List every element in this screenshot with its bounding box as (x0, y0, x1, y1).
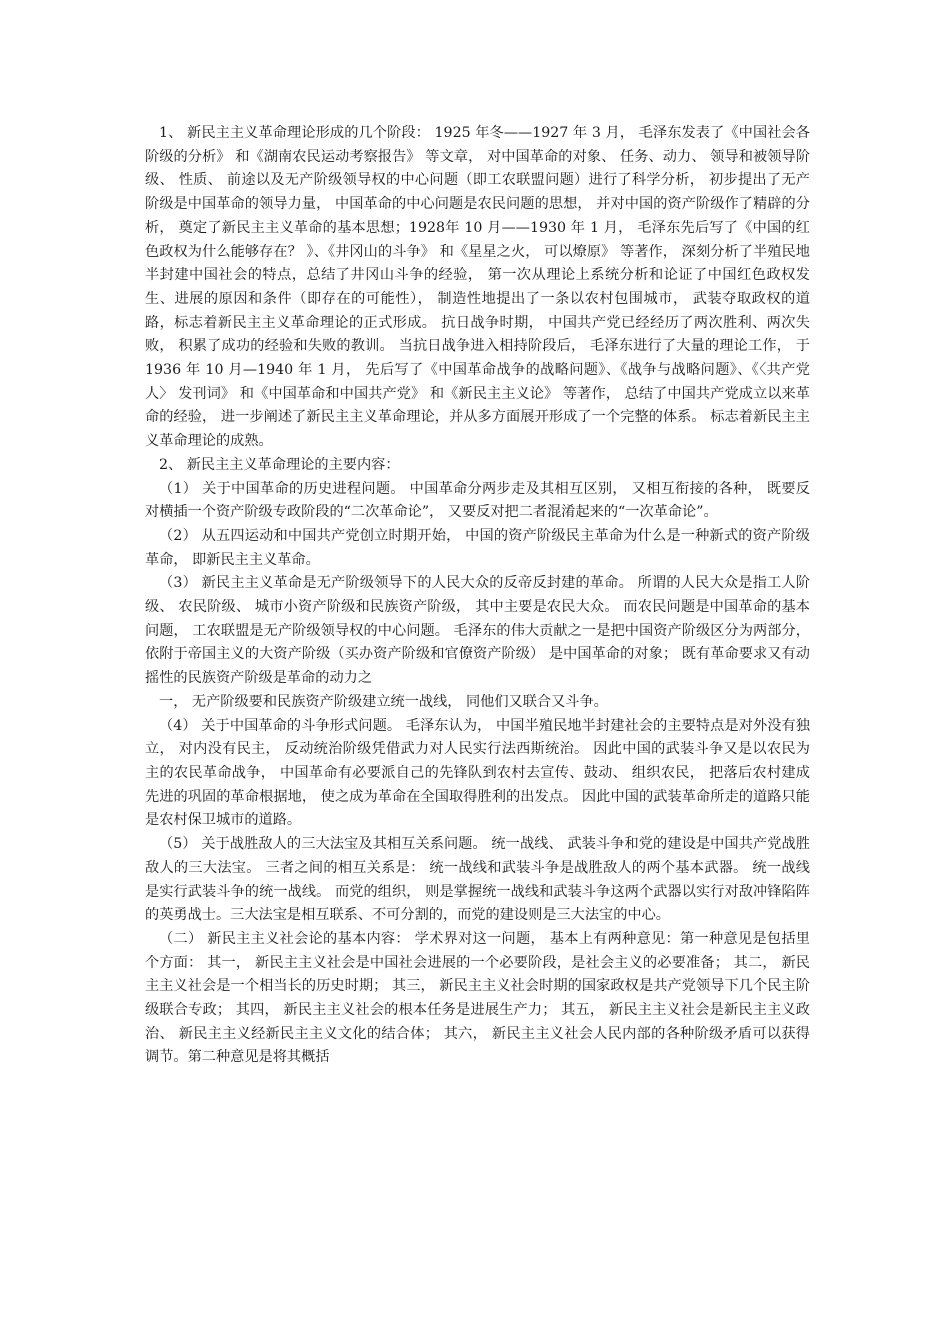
paragraph-item-2-new-bourgeois-revolution: （2） 从五四运动和中国共产党创立时期开始， 中国的资产阶级民主革命为什么是一种新式的资产阶级革命， 即新民主主义革命。 (145, 527, 810, 568)
paragraph-2-main-content-heading: 2、 新民主主义革命理论的主要内容： (159, 456, 400, 473)
paragraph-item-3-proletarian-leadership: （3） 新民主主义革命是无产阶级领导下的人民大众的反帝反封建的革命。 所谓的人民大众是指工人阶级、 农民阶级、 城市小资产阶级和民族资产阶级， 其中主要是农民大众。 而农民问题是中国革命的基本问题， 工农联盟是无产阶级领导权的中心问题。 毛泽东的伟大贡献之一是把中国资产阶级区分为两部分， 依附于帝国主义的大资产阶级（买办资产阶级和官僚资产阶级） 是中国革命的对象； 既有革命要求又有动摇性的民族资产阶级是革命的动力之 (145, 575, 810, 687)
paragraph-1-formation-stages: 1、 新民主主义革命理论形成的几个阶段： 1925 年冬——1927 年 3 月， 毛泽东发表了《中国社会各阶级的分析》 和《湖南农民运动考察报告》 等文章， 对中国革命的对象、 任务、动力、 领导和被领导阶级、 性质、 前途以及无产阶级领导权的中心问题（即工农联盟问题）进行了科学分析， 初步提出了无产阶级是中国革命的领导力量， 中国革命的中心问题是农民问题的思想， 并对中国的资产阶级作了精辟的分析， 奠定了新民主主义革命的基本思想；1928年 10 月——1930 年 1 月， 毛泽东先后写了《中国的红色政权为什么能够存在？ 》、《井冈山的斗争》 和《星星之火， 可以燎原》 等著作， 深刻分析了半殖民地半封建中国社会的特点，总结了井冈山斗争的经验， 第一次从理论上系统分析和论证了中国红色政权发生、进展的原因和条件（即存在的可能性）， 制造性地提出了一条以农村包围城市， 武装夺取政权的道路，标志着新民主主义革命理论的正式形成。 抗日战争时期， 中国共产党已经经历了两次胜利、两次失败， 积累了成功的经验和失败的教训。 当抗日战争进入相持阶段后， 毛泽东进行了大量的理论工作， 于 1936 年 10 月—1940 年 1 月， 先后写了《中国革命战争的战略问题》、《战争与战略问题》、《〈共产党人〉 发刊词》 和《中国革命和中国共产党》 和《新民主主义论》 等著作， 总结了中国共产党成立以来革命的经验， 进一步阐述了新民主主义革命理论，并从多方面展开形成了一个完整的体系。 标志着新民主主义革命理论的成熟。 (145, 125, 810, 450)
paragraph-section-2-new-democratic-society: （二） 新民主主义社会论的基本内容： 学术界对这一问题， 基本上有两种意见：第一种意见是包括里个方面： 其一， 新民主主义社会是中国社会进展的一个必要阶段，是社会主义的必要准备； 其二， 新民主主义社会是一个相当长的历史时期； 其三， 新民主主义社会时期的国家政权是共产党领导下几个民主阶级联合专政； 其四， 新民主主义社会的根本任务是进展生产力； 其五， 新民主主义社会是新民主主义政治、 新民主主义经新民主主义文化的结合体； 其六， 新民主主义社会人民内部的各种阶级矛盾可以获得调节。第二种意见是将其概括 (145, 930, 810, 1066)
paragraph-item-3-continuation: 一， 无产阶级要和民族资产阶级建立统一战线， 同他们又联合又斗争。 (159, 693, 608, 710)
paragraph-item-1-historical-process: （1） 关于中国革命的历史进程问题。 中国革命分两步走及其相互区别， 又相互衔接的各种， 既要反对横插一个资产阶级专政阶段的“二次革命论”， 又要反对把二者混淆起来的“一次革命论”。 (145, 480, 810, 521)
paragraph-item-4-struggle-form: （4） 关于中国革命的斗争形式问题。 毛泽东认为， 中国半殖民地半封建社会的主要特点是对外没有独立， 对内没有民主， 反动统治阶级凭借武力对人民实行法西斯统治。 因此中国的武装斗争又是以农民为主的农民革命战争， 中国革命有必要派自己的先锋队到农村去宣传、鼓动、 组织农民， 把落后农村建成先进的巩固的革命根据地， 使之成为革命在全国取得胜利的出发点。 因此中国的武装革命所走的道路只能是农村保卫城市的道路。 (145, 717, 810, 829)
paragraph-item-5-three-magic-weapons: （5） 关于战胜敌人的三大法宝及其相互关系问题。 统一战线、 武装斗争和党的建设是中国共产党战胜敌人的三大法宝。 三者之间的相互关系是： 统一战线和武装斗争是战胜敌人的两个基本武器。 统一战线是实行武装斗争的统一战线。 而党的组织， 则是掌握统一战线和武装斗争这两个武器以实行对敌冲锋陷阵的英勇战士。三大法宝是相互联系、不可分割的，而党的建设则是三大法宝的中心。 (145, 836, 810, 924)
document-page (145, 122, 810, 1070)
